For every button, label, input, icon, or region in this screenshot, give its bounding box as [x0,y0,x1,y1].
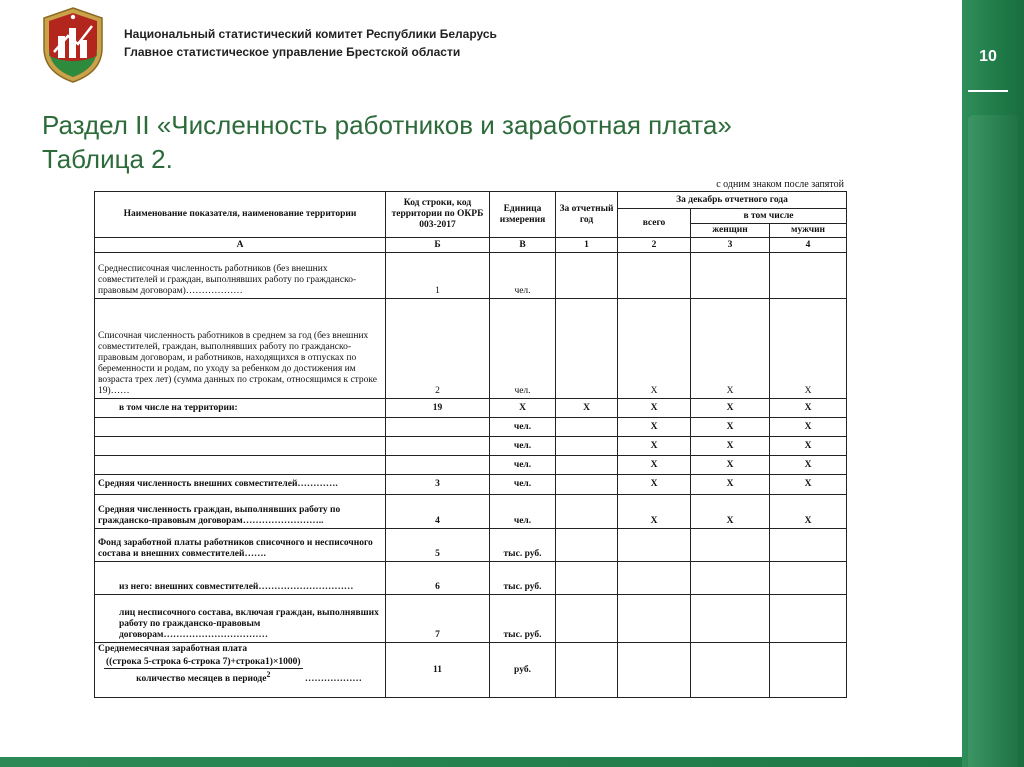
row-name: в том числе на территории: [95,399,386,418]
row-cell [556,253,618,299]
page-number-underline [968,90,1008,92]
header-row [95,192,847,209]
formula-denominator-wrap [104,669,303,685]
row-cell [691,529,770,562]
row-cell [691,595,770,643]
row-cell [556,529,618,562]
row-name: Среднемесячная заработная плата [98,644,248,654]
row-cell [556,562,618,595]
row-cell [691,253,770,299]
row-unit: руб. [490,643,556,698]
col-letter: 4 [770,238,847,253]
row-code: 19 [386,399,490,418]
row-cell: X [618,418,691,437]
col-letter: 2 [618,238,691,253]
row-cell: X [691,418,770,437]
row-cell [691,562,770,595]
row-cell [556,595,618,643]
row-code [386,456,490,475]
row-name: Средняя численность внешних совместителей…………. [95,475,386,495]
org-name-line1: Национальный статистический комитет Республики Беларусь [124,27,497,41]
row-cell [691,643,770,698]
row-unit: чел. [490,437,556,456]
row-cell [770,595,847,643]
formula-numerator: ((строка 5-строка 6-строка 7)+строка1)×1000) [106,657,301,667]
row-cell: X [770,299,847,399]
row-code: 5 [386,529,490,562]
formula-dots: ……………… [304,674,362,685]
table-row [95,437,847,456]
col-header-women: женщин [691,224,770,238]
row-name-cell [95,643,386,698]
row-cell [556,437,618,456]
table-row [95,529,847,562]
row-cell [618,643,691,698]
row-name [95,456,386,475]
row-unit: чел. [490,456,556,475]
row-cell: X [556,399,618,418]
row-code: 6 [386,562,490,595]
formula-footnote: 2 [266,670,271,679]
row-cell [618,253,691,299]
col-header-men: мужчин [770,224,847,238]
formula-denominator: количество месяцев в периоде [136,674,267,685]
row-cell: X [618,495,691,529]
table-row [95,299,847,399]
col-header-code: Код строки, код территории по ОКРБ 003-2017 [386,192,490,238]
page-title-line1: Раздел II «Численность работников и заработная плата» [42,110,732,140]
row-name [95,418,386,437]
row-cell [556,643,618,698]
col-letter: А [95,238,386,253]
row-name: Среднесписочная численность работников (без внешних совместителей и граждан, выполнявших работу по гражданско-правовым договорам)……………… [95,253,386,299]
row-cell: X [770,418,847,437]
row-code: 1 [386,253,490,299]
row-unit: чел. [490,299,556,399]
formula-fraction [104,657,303,685]
row-code: 11 [386,643,490,698]
row-cell: X [691,299,770,399]
row-code [386,418,490,437]
row-cell [618,562,691,595]
col-header-total: всего [618,209,691,238]
row-cell [556,475,618,495]
org-name-line2: Главное статистическое управление Брестской области [124,45,461,59]
row-cell [770,253,847,299]
table-row [95,475,847,495]
col-header-name: Наименование показателя, наименование территории [95,192,386,238]
row-cell: X [770,475,847,495]
row-cell [556,299,618,399]
row-cell [770,643,847,698]
row-code: 2 [386,299,490,399]
row-name: из него: внешних совместителей………………………… [95,562,386,595]
row-cell: X [691,475,770,495]
table-row [95,495,847,529]
row-cell: X [618,299,691,399]
row-cell: X [691,437,770,456]
row-unit: чел. [490,475,556,495]
row-cell: X [770,399,847,418]
page-number: 10 [979,48,997,65]
belstat-emblem-icon [38,6,108,84]
row-cell [556,495,618,529]
row-cell [770,529,847,562]
row-name: Фонд заработной платы работников списочного и несписочного состава и внешних совместителей……. [95,529,386,562]
precision-note: с одним знаком после запятой [716,179,844,190]
row-cell: X [618,399,691,418]
form-scan [94,178,850,708]
page-title [42,108,732,176]
row-unit: тыс. руб. [490,595,556,643]
table-row [95,399,847,418]
row-code: 4 [386,495,490,529]
col-header-unit: Единица измерения [490,192,556,238]
col-letters-row [95,238,847,253]
row-cell: X [691,456,770,475]
row-unit: X [490,399,556,418]
row-cell [556,456,618,475]
row-name: Средняя численность граждан, выполнявших работу по гражданско-правовым договорам…………………….. [95,495,386,529]
report-table [94,191,847,698]
row-code: 7 [386,595,490,643]
row-code [386,437,490,456]
table-row [95,562,847,595]
table-row [95,456,847,475]
row-cell: X [770,495,847,529]
row-cell: X [618,437,691,456]
right-accent-bar [962,0,1024,767]
row-unit: тыс. руб. [490,529,556,562]
col-header-year: За отчетный год [556,192,618,238]
row-cell: X [691,399,770,418]
row-unit: чел. [490,418,556,437]
table-row [95,595,847,643]
row-unit: тыс. руб. [490,562,556,595]
row-cell [618,529,691,562]
row-code: 3 [386,475,490,495]
page-title-line2: Таблица 2. [42,144,173,174]
table-row [95,253,847,299]
col-letter: 3 [691,238,770,253]
row-cell [556,418,618,437]
row-cell [618,595,691,643]
table-row [95,643,847,698]
row-name: лиц несписочного состава, включая граждан, выполнявших работу по гражданско-правовым договорам…………………………… [95,595,386,643]
row-unit: чел. [490,253,556,299]
row-cell: X [618,456,691,475]
col-header-december: За декабрь отчетного года [618,192,847,209]
col-header-incl: в том числе [691,209,847,224]
row-name [95,437,386,456]
row-cell: X [770,456,847,475]
salary-formula [98,657,382,685]
row-unit: чел. [490,495,556,529]
row-cell [770,562,847,595]
bottom-accent-bar [0,757,962,767]
col-letter: Б [386,238,490,253]
table-row [95,418,847,437]
right-accent-panel [968,115,1018,767]
col-letter: 1 [556,238,618,253]
row-cell: X [770,437,847,456]
col-letter: В [490,238,556,253]
row-name: Списочная численность работников в среднем за год (без внешних совместителей, граждан, выполнявших работу по гражданско-правовым договорам, и работников, находящихся в отпусках по беременности и родам, по уходу за ребенком до достижения им возраста трех лет) (сумма данных по строкам, относящимся к строке 19)…… [95,299,386,399]
row-cell: X [691,495,770,529]
row-cell: X [618,475,691,495]
